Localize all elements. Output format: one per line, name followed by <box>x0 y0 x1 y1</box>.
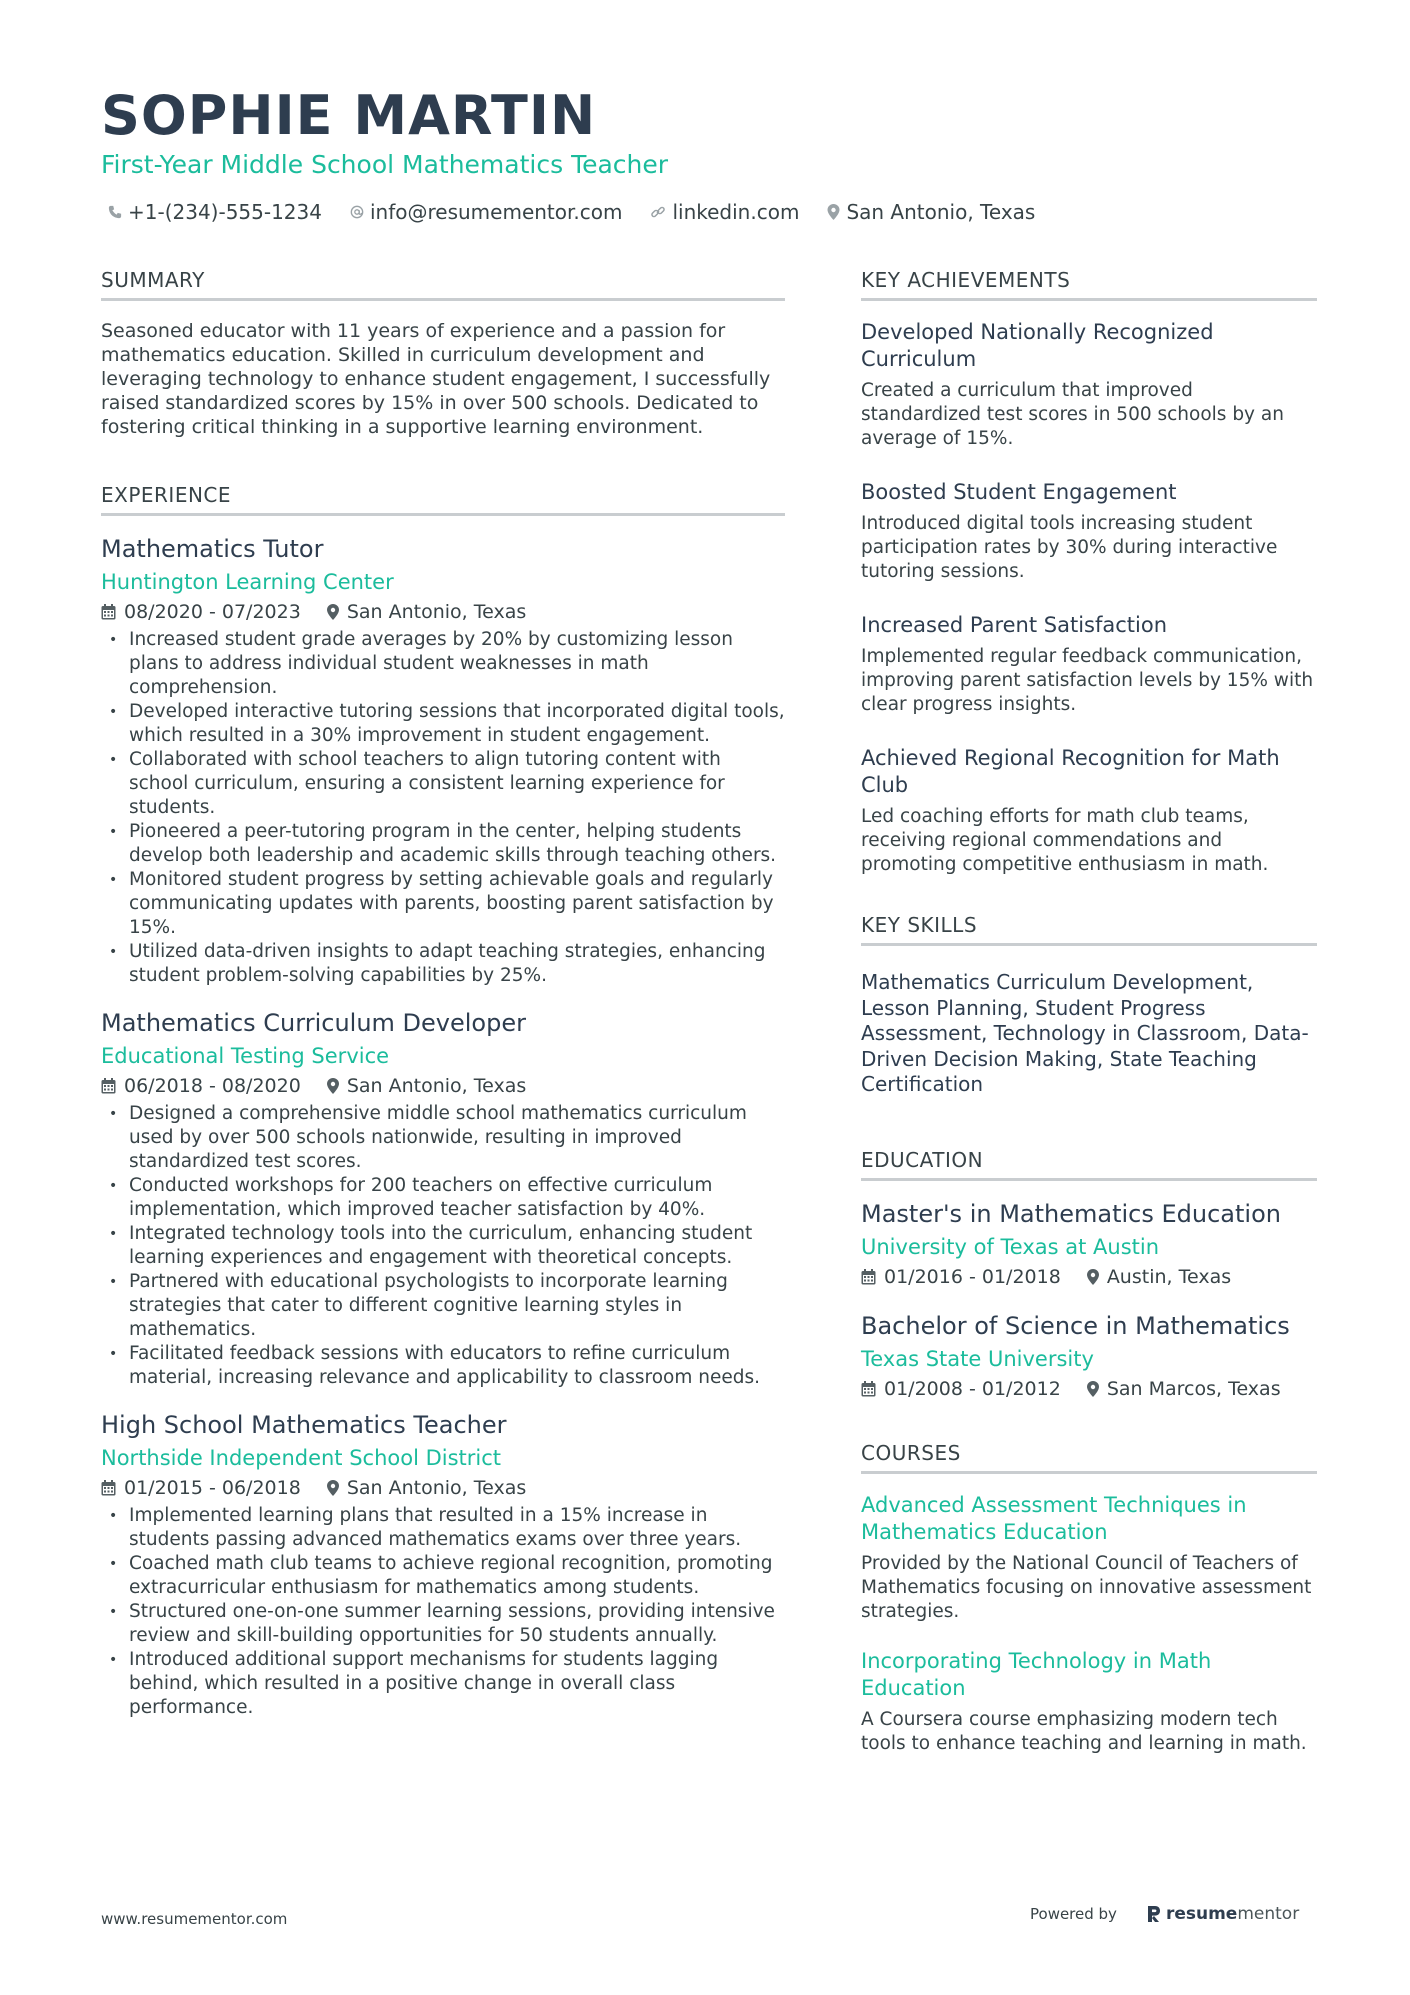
contact-phone[interactable] <box>108 200 322 224</box>
bullet-item: • Coached math club teams to achieve regional recognition, promoting extracurricular enthusiasm for mathematics among students. <box>101 1552 785 1600</box>
course-item <box>861 1648 1317 1756</box>
right-column <box>861 268 1317 1780</box>
achievement-title: Increased Parent Satisfaction <box>861 613 1168 637</box>
brand-logo[interactable] <box>1147 1904 1299 1924</box>
job-dates-text: 06/2018 - 08/2020 <box>124 1075 301 1097</box>
location-pin-icon <box>327 1078 339 1094</box>
edu-school: Texas State University <box>861 1346 1094 1371</box>
bullet-item: • Utilized data-driven insights to adapt teaching strategies, enhancing student problem-solving capabilities by 25%. <box>101 940 785 988</box>
job-title: High School Mathematics Teacher <box>101 1411 507 1439</box>
achievement-item <box>861 479 1317 584</box>
edu-degree: Master's in Mathematics Education <box>861 1199 1281 1228</box>
job-entry <box>101 534 785 988</box>
achievement-item <box>861 612 1317 717</box>
courses-heading: COURSES <box>861 1441 1317 1474</box>
job-location-text: San Antonio, Texas <box>346 601 527 623</box>
bullet-item: • Increased student grade averages by 20% by customizing lesson plans to address individual student weaknesses in math comprehension. <box>101 628 785 700</box>
bullet-item: • Developed interactive tutoring sessions that incorporated digital tools, which resulted in a 30% improvement in student engagement. <box>101 700 785 748</box>
job-dates <box>101 1074 301 1098</box>
bullet-item: • Implemented learning plans that resulted in a 15% increase in students passing advanced mathematics exams over three years. <box>101 1504 785 1552</box>
job-title: Mathematics Tutor <box>101 535 324 563</box>
edu-location <box>1087 1377 1281 1401</box>
course-desc: Provided by the National Council of Teachers of Mathematics focusing on innovative assessment strategies. <box>861 1552 1312 1622</box>
education-item <box>861 1199 1317 1289</box>
powered-by-text: Powered by <box>1030 1905 1117 1923</box>
job-bullets <box>101 1102 785 1390</box>
experience-heading: EXPERIENCE <box>101 483 785 516</box>
job-location <box>327 600 526 624</box>
resumementor-logo-icon <box>1147 1905 1161 1923</box>
job-entry <box>101 1410 785 1720</box>
achievements-heading: KEY ACHIEVEMENTS <box>861 268 1317 301</box>
skills-section <box>861 913 1317 1098</box>
summary-text: Seasoned educator with 11 years of experience and a passion for mathematics education. Skilled in curriculum development and leveraging technology to enhance student engagement, I successfully raised standardized scores by 15% in over 500 schools. Dedicated to fostering critical thinking in a supportive learning environment. <box>101 320 771 438</box>
job-company: Northside Independent School District <box>101 1446 502 1470</box>
education-heading: EDUCATION <box>861 1148 1317 1181</box>
calendar-icon <box>861 1381 876 1397</box>
summary-section <box>101 268 785 439</box>
location-pin-icon <box>327 604 339 620</box>
email-text: info@resumementor.com <box>369 200 623 224</box>
job-company: Huntington Learning Center <box>101 570 394 594</box>
left-column <box>101 268 785 1740</box>
achievement-title: Achieved Regional Recognition for Math Club <box>861 746 1280 797</box>
achievement-desc: Introduced digital tools increasing student participation rates by 30% during interactive tutoring sessions. <box>861 513 1278 582</box>
bullet-item: • Monitored student progress by setting achievable goals and regularly communicating updates with parents, boosting parent satisfaction by 15%. <box>101 868 785 940</box>
achievements-section <box>861 268 1317 877</box>
footer-powered <box>1030 1904 1299 1924</box>
calendar-icon <box>101 1480 116 1496</box>
achievement-title: Boosted Student Engagement <box>861 480 1177 504</box>
experience-section <box>101 483 785 1720</box>
calendar-icon <box>101 1078 116 1094</box>
job-bullets <box>101 1504 785 1720</box>
linkedin-text: linkedin.com <box>672 200 800 224</box>
brand-name-a: resume <box>1165 1904 1238 1924</box>
edu-location-text: San Marcos, Texas <box>1106 1377 1281 1400</box>
achievement-desc: Led coaching efforts for math club teams, receiving regional commendations and promoting competitive enthusiasm in math. <box>861 806 1269 875</box>
job-meta <box>101 1074 785 1098</box>
achievement-desc: Created a curriculum that improved standardized test scores in 500 schools by an average of 15%. <box>861 380 1284 449</box>
contact-linkedin[interactable] <box>650 200 799 224</box>
skills-heading: KEY SKILLS <box>861 913 1317 946</box>
bullet-item: • Facilitated feedback sessions with educators to refine curriculum material, increasing relevance and applicability to classroom needs. <box>101 1342 785 1390</box>
edu-dates-text: 01/2016 - 01/2018 <box>884 1265 1061 1288</box>
course-desc: A Coursera course emphasizing modern tech tools to enhance teaching and learning in math. <box>861 1708 1307 1754</box>
bullet-item: • Integrated technology tools into the curriculum, enhancing student learning experiences and engagement with theoretical concepts. <box>101 1222 785 1270</box>
job-location-text: San Antonio, Texas <box>346 1075 527 1097</box>
job-dates <box>101 600 301 624</box>
edu-location <box>1087 1265 1231 1289</box>
location-pin-icon <box>1087 1381 1099 1397</box>
course-title: Advanced Assessment Techniques in Mathematics Education <box>861 1492 1247 1544</box>
bullet-item: • Conducted workshops for 200 teachers on effective curriculum implementation, which improved teacher satisfaction by 40%. <box>101 1174 785 1222</box>
job-location <box>327 1074 526 1098</box>
achievement-item <box>861 745 1317 877</box>
skills-text: Mathematics Curriculum Development, Lesson Planning, Student Progress Assessment, Technology in Classroom, Data-Driven Decision Making, State Teaching Certification <box>861 970 1309 1096</box>
job-dates-text: 08/2020 - 07/2023 <box>124 601 301 623</box>
calendar-icon <box>861 1269 876 1285</box>
bullet-item: • Partnered with educational psychologists to incorporate learning strategies that cater to different cognitive learning styles in mathematics. <box>101 1270 785 1342</box>
location-pin-icon <box>827 204 840 220</box>
summary-heading: SUMMARY <box>101 268 785 301</box>
achievement-title: Developed Nationally Recognized Curriculum <box>861 320 1214 371</box>
job-dates-text: 01/2015 - 06/2018 <box>124 1477 301 1499</box>
bullet-item: • Pioneered a peer-tutoring program in the center, helping students develop both leadership and academic skills through teaching others. <box>101 820 785 868</box>
job-location-text: San Antonio, Texas <box>346 1477 527 1499</box>
job-meta <box>101 1476 785 1500</box>
edu-meta <box>861 1377 1317 1401</box>
location-text: San Antonio, Texas <box>846 200 1036 224</box>
edu-dates-text: 01/2008 - 01/2012 <box>884 1377 1061 1400</box>
achievement-desc: Implemented regular feedback communication, improving parent satisfaction levels by 15% with clear progress insights. <box>861 646 1314 715</box>
job-entry <box>101 1008 785 1390</box>
contact-location <box>827 200 1035 224</box>
edu-dates <box>861 1265 1061 1289</box>
edu-degree: Bachelor of Science in Mathematics <box>861 1311 1290 1340</box>
phone-icon <box>108 205 122 219</box>
job-meta <box>101 600 785 624</box>
brand-name-b: mentor <box>1237 1904 1300 1924</box>
education-item <box>861 1311 1317 1401</box>
contact-email[interactable] <box>350 200 622 224</box>
bullet-item: • Collaborated with school teachers to align tutoring content with school curriculum, ensuring a consistent learning experience for students. <box>101 748 785 820</box>
job-title: Mathematics Curriculum Developer <box>101 1009 526 1037</box>
bullet-item: • Structured one-on-one summer learning sessions, providing intensive review and skill-building opportunities for 50 students annually. <box>101 1600 785 1648</box>
at-icon <box>350 205 364 219</box>
edu-school: University of Texas at Austin <box>861 1234 1160 1259</box>
link-icon <box>650 204 666 220</box>
contact-bar <box>108 200 1063 224</box>
achievement-item <box>861 319 1317 451</box>
course-item <box>861 1492 1317 1624</box>
edu-meta <box>861 1265 1317 1289</box>
courses-section <box>861 1441 1317 1756</box>
edu-location-text: Austin, Texas <box>1106 1265 1232 1288</box>
calendar-icon <box>101 604 116 620</box>
course-title: Incorporating Technology in Math Education <box>861 1648 1212 1700</box>
candidate-title: First-Year Middle School Mathematics Teacher <box>101 150 669 179</box>
location-pin-icon <box>1087 1269 1099 1285</box>
job-location <box>327 1476 526 1500</box>
job-bullets <box>101 628 785 988</box>
bullet-item: • Designed a comprehensive middle school mathematics curriculum used by over 500 schools nationwide, resulting in improved standardized test scores. <box>101 1102 785 1174</box>
edu-dates <box>861 1377 1061 1401</box>
location-pin-icon <box>327 1480 339 1496</box>
footer-website[interactable]: www.resumementor.com <box>101 1910 288 1928</box>
job-dates <box>101 1476 301 1500</box>
phone-text: +1-(234)-555-1234 <box>128 200 322 224</box>
bullet-item: • Introduced additional support mechanisms for students lagging behind, which resulted in a positive change in overall class performance. <box>101 1648 785 1720</box>
job-company: Educational Testing Service <box>101 1044 390 1068</box>
education-section <box>861 1148 1317 1401</box>
candidate-name: SOPHIE MARTIN <box>101 84 597 147</box>
